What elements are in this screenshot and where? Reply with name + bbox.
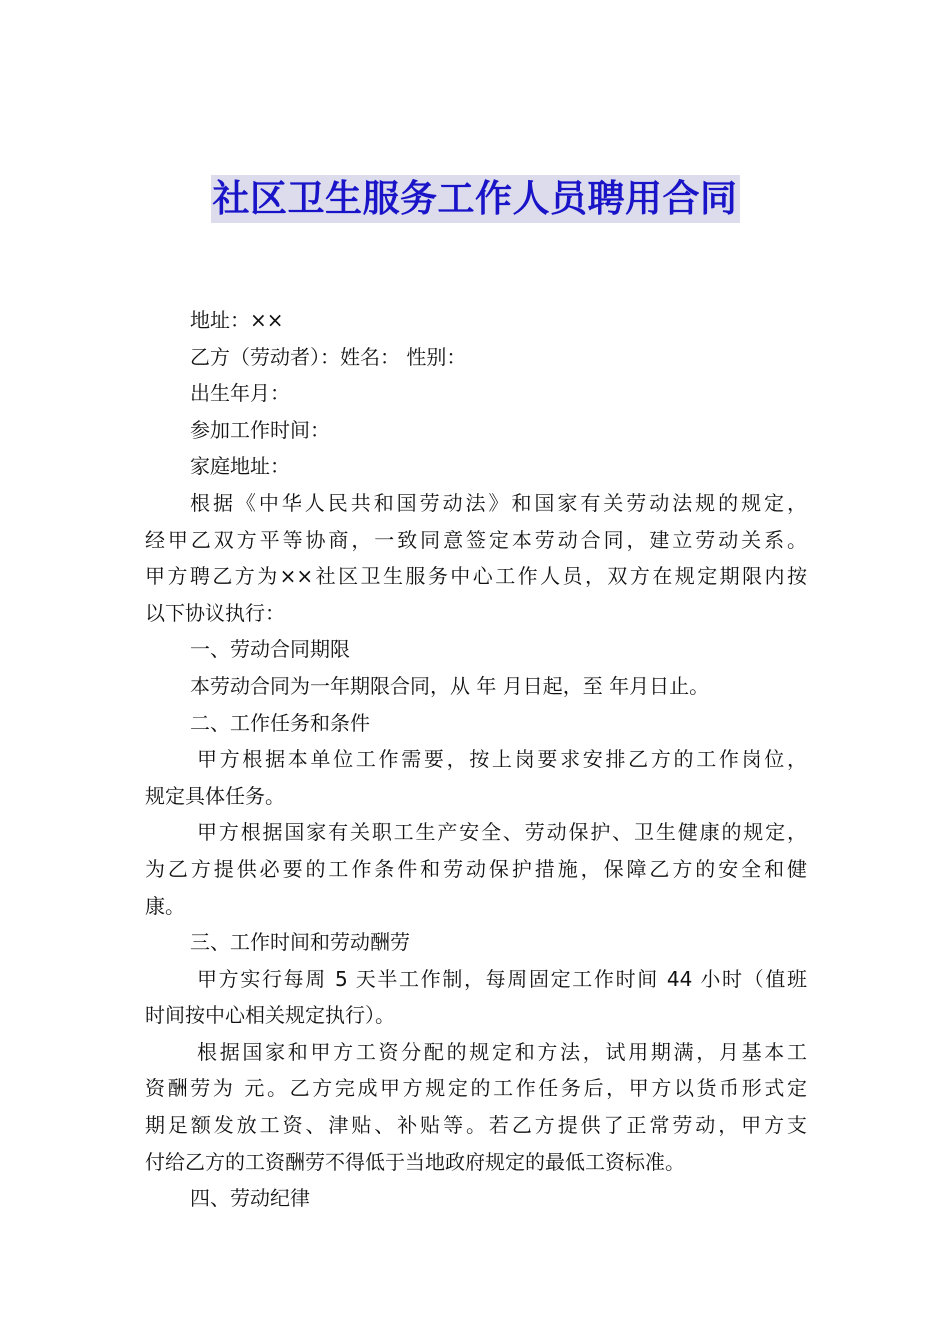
address-line: 地址：×× — [190, 308, 284, 332]
section-heading: 二、工作任务和条件 — [190, 710, 370, 735]
paragraph-line: 甲方根据本单位工作需要，按上岗要求安排乙方的工作岗位， — [197, 747, 807, 772]
paragraph-line: 甲方根据国家有关职工生产安全、劳动保护、卫生健康的规定， — [197, 820, 807, 845]
section-heading: 一、劳动合同期限 — [190, 637, 350, 662]
paragraph-line: 甲方聘乙方为××社区卫生服务中心工作人员，双方在规定期限内按 — [145, 564, 807, 589]
paragraph-line: 资酬劳为 元。乙方完成甲方规定的工作任务后，甲方以货币形式定 — [145, 1076, 807, 1101]
paragraph-line: 为乙方提供必要的工作条件和劳动保护措施，保障乙方的安全和健 — [145, 856, 807, 881]
section-heading: 三、工作时间和劳动酬劳 — [190, 930, 410, 955]
document-body — [145, 302, 807, 1217]
home-address-line: 家庭地址： — [190, 454, 290, 479]
section-heading: 四、劳动纪律 — [190, 1186, 310, 1211]
paragraph-line: 本劳动合同为一年期限合同，从 年 月日起，至 年月日止。 — [190, 673, 710, 698]
paragraph-line: 付给乙方的工资酬劳不得低于当地政府规定的最低工资标准。 — [145, 1149, 685, 1174]
paragraph-line: 时间按中心相关规定执行）。 — [145, 1003, 395, 1028]
document-title: 社区卫生服务工作人员聘用合同 — [211, 175, 740, 223]
paragraph-line: 以下协议执行： — [145, 600, 285, 625]
paragraph-line: 甲方实行每周 5 天半工作制，每周固定工作时间 44 小时（值班 — [197, 966, 807, 991]
paragraph-line: 根据国家和甲方工资分配的规定和方法，试用期满，月基本工 — [197, 1039, 807, 1064]
paragraph-line: 规定具体任务。 — [145, 783, 285, 808]
paragraph-line: 康。 — [145, 893, 185, 918]
party-b-name-gender-line: 乙方（劳动者）：姓名： 性别： — [190, 344, 467, 369]
document-title-container — [0, 175, 950, 223]
birth-date-line: 出生年月： — [190, 381, 290, 406]
work-start-date-line: 参加工作时间： — [190, 417, 330, 442]
paragraph-line: 期足额发放工资、津贴、补贴等。若乙方提供了正常劳动，甲方支 — [145, 1113, 807, 1138]
paragraph-line: 经甲乙双方平等协商，一致同意签定本劳动合同，建立劳动关系。 — [145, 527, 807, 552]
paragraph-line: 根据《中华人民共和国劳动法》和国家有关劳动法规的规定， — [190, 490, 807, 515]
